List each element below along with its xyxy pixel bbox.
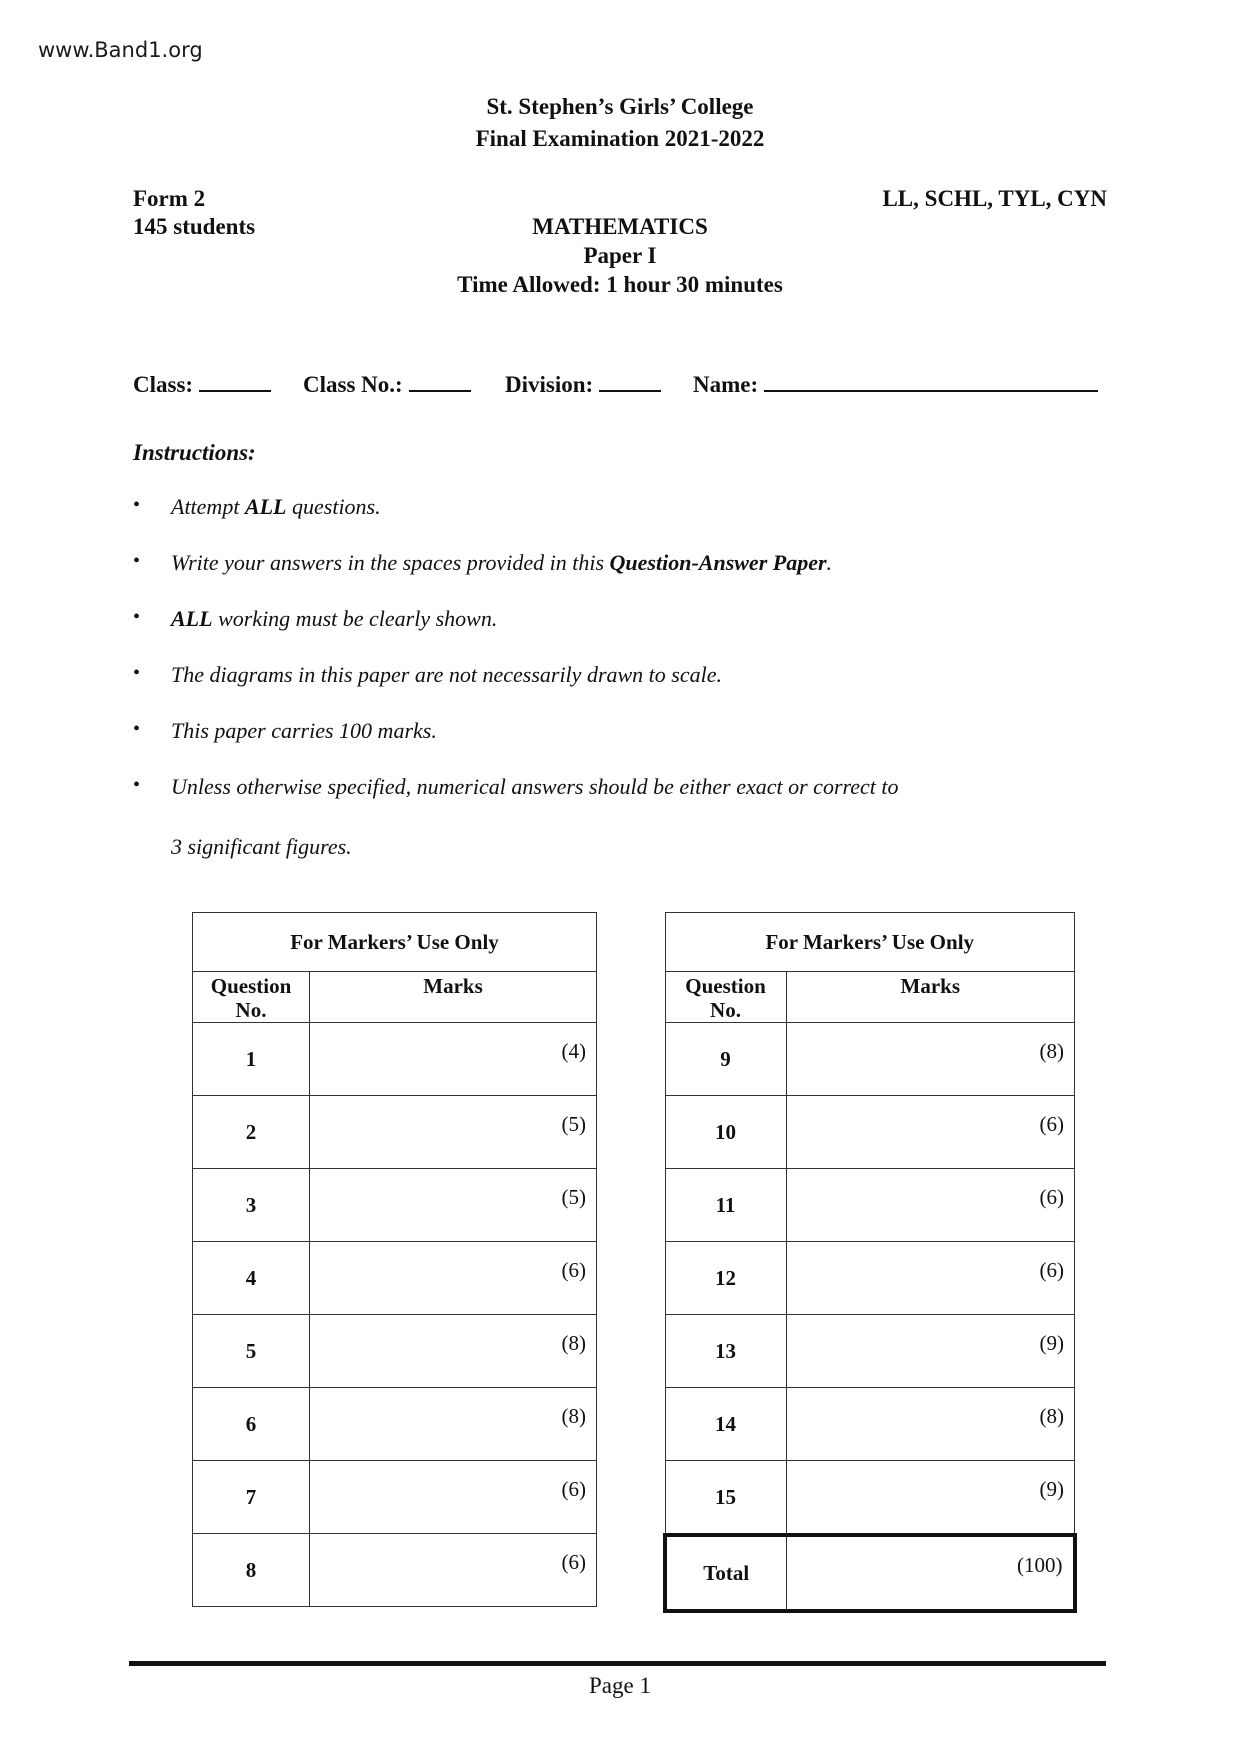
footer-divider — [129, 1661, 1106, 1666]
question-number: 3 — [193, 1169, 310, 1242]
marks-cell[interactable] — [310, 1388, 597, 1461]
question-number: 4 — [193, 1242, 310, 1315]
markers-table-left — [192, 912, 597, 1607]
marks-cell[interactable] — [310, 1169, 597, 1242]
class-no-label: Class No.: — [303, 372, 403, 397]
total-label: Total — [665, 1535, 786, 1611]
marks-cell[interactable] — [786, 1169, 1075, 1242]
marks-cell[interactable] — [786, 1023, 1075, 1096]
marks-cell[interactable] — [786, 1242, 1075, 1315]
question-number: 6 — [193, 1388, 310, 1461]
total-marks: (100) — [1017, 1553, 1063, 1577]
marks-cell[interactable] — [786, 1388, 1075, 1461]
max-marks: (6) — [1039, 1258, 1064, 1282]
teacher-initials: LL, SCHL, TYL, CYN — [882, 186, 1107, 211]
max-marks: (5) — [561, 1185, 586, 1209]
marks-cell[interactable] — [310, 1315, 597, 1388]
bullet-icon: • — [133, 718, 141, 740]
question-number: 15 — [665, 1461, 786, 1536]
max-marks: (8) — [1039, 1404, 1064, 1428]
bullet-icon: • — [133, 606, 141, 628]
markers-table-right — [663, 912, 1077, 1613]
division-blank[interactable] — [599, 370, 661, 392]
table-row — [665, 1242, 1075, 1315]
marks-cell[interactable] — [310, 1096, 597, 1169]
header-marks: Marks — [310, 972, 597, 1023]
time-allowed: Time Allowed: 1 hour 30 minutes — [457, 272, 783, 297]
school-name: St. Stephen’s Girls’ College — [486, 94, 754, 119]
bullet-icon: • — [133, 662, 141, 684]
table-row — [665, 1461, 1075, 1536]
subject-title: MATHEMATICS — [532, 214, 708, 239]
marks-cell[interactable] — [786, 1461, 1075, 1536]
division-field[interactable] — [505, 370, 661, 398]
table-row — [193, 1315, 597, 1388]
class-field[interactable] — [133, 370, 271, 398]
question-number: 14 — [665, 1388, 786, 1461]
question-number: 12 — [665, 1242, 786, 1315]
marks-cell[interactable] — [310, 1461, 597, 1534]
question-number: 2 — [193, 1096, 310, 1169]
max-marks: (9) — [1039, 1477, 1064, 1501]
table-row — [665, 1315, 1075, 1388]
marks-cell[interactable] — [786, 1096, 1075, 1169]
max-marks: (6) — [1039, 1112, 1064, 1136]
marks-cell[interactable] — [310, 1023, 597, 1096]
table-row — [665, 1388, 1075, 1461]
table-row — [193, 1534, 597, 1607]
max-marks: (8) — [561, 1404, 586, 1428]
table-row — [193, 1461, 597, 1534]
instructions-title: Instructions: — [133, 440, 256, 465]
question-number: 13 — [665, 1315, 786, 1388]
max-marks: (6) — [561, 1550, 586, 1574]
max-marks: (6) — [561, 1477, 586, 1501]
name-blank[interactable] — [764, 370, 1098, 392]
table-title: For Markers’ Use Only — [193, 913, 597, 972]
bullet-icon: • — [133, 774, 141, 796]
header-marks: Marks — [786, 972, 1075, 1023]
max-marks: (4) — [561, 1039, 586, 1063]
form-level: Form 2 — [133, 186, 206, 211]
marks-cell[interactable] — [310, 1242, 597, 1315]
total-row — [665, 1535, 1075, 1611]
total-marks-cell[interactable] — [786, 1535, 1075, 1611]
max-marks: (8) — [561, 1331, 586, 1355]
max-marks: (6) — [1039, 1185, 1064, 1209]
name-field[interactable] — [693, 370, 1098, 398]
table-row — [193, 1096, 597, 1169]
question-number: 11 — [665, 1169, 786, 1242]
exam-title: Final Examination 2021-2022 — [475, 126, 765, 151]
question-number: 8 — [193, 1534, 310, 1607]
class-no-blank[interactable] — [409, 370, 471, 392]
header-question-no: Question No. — [665, 972, 786, 1023]
class-no-field[interactable] — [303, 370, 471, 398]
question-number: 7 — [193, 1461, 310, 1534]
student-count: 145 students — [133, 214, 256, 239]
marks-cell[interactable] — [310, 1534, 597, 1607]
max-marks: (6) — [561, 1258, 586, 1282]
question-number: 5 — [193, 1315, 310, 1388]
max-marks: (8) — [1039, 1039, 1064, 1063]
division-label: Division: — [505, 372, 594, 397]
header-question-no: Question No. — [193, 972, 310, 1023]
table-row — [665, 1023, 1075, 1096]
question-number: 1 — [193, 1023, 310, 1096]
table-row — [193, 1023, 597, 1096]
class-blank[interactable] — [199, 370, 271, 392]
table-row — [665, 1169, 1075, 1242]
max-marks: (9) — [1039, 1331, 1064, 1355]
paper-number: Paper I — [583, 243, 657, 268]
page-number: Page 1 — [589, 1673, 651, 1698]
watermark: www.Band1.org — [38, 38, 203, 62]
bullet-icon: • — [133, 494, 141, 516]
bullet-icon: • — [133, 550, 141, 572]
table-row — [665, 1096, 1075, 1169]
table-title: For Markers’ Use Only — [665, 913, 1075, 972]
class-label: Class: — [133, 372, 194, 397]
table-row — [193, 1388, 597, 1461]
max-marks: (5) — [561, 1112, 586, 1136]
table-row — [193, 1242, 597, 1315]
question-number: 9 — [665, 1023, 786, 1096]
name-label: Name: — [693, 372, 759, 397]
question-number: 10 — [665, 1096, 786, 1169]
marks-cell[interactable] — [786, 1315, 1075, 1388]
table-row — [193, 1169, 597, 1242]
